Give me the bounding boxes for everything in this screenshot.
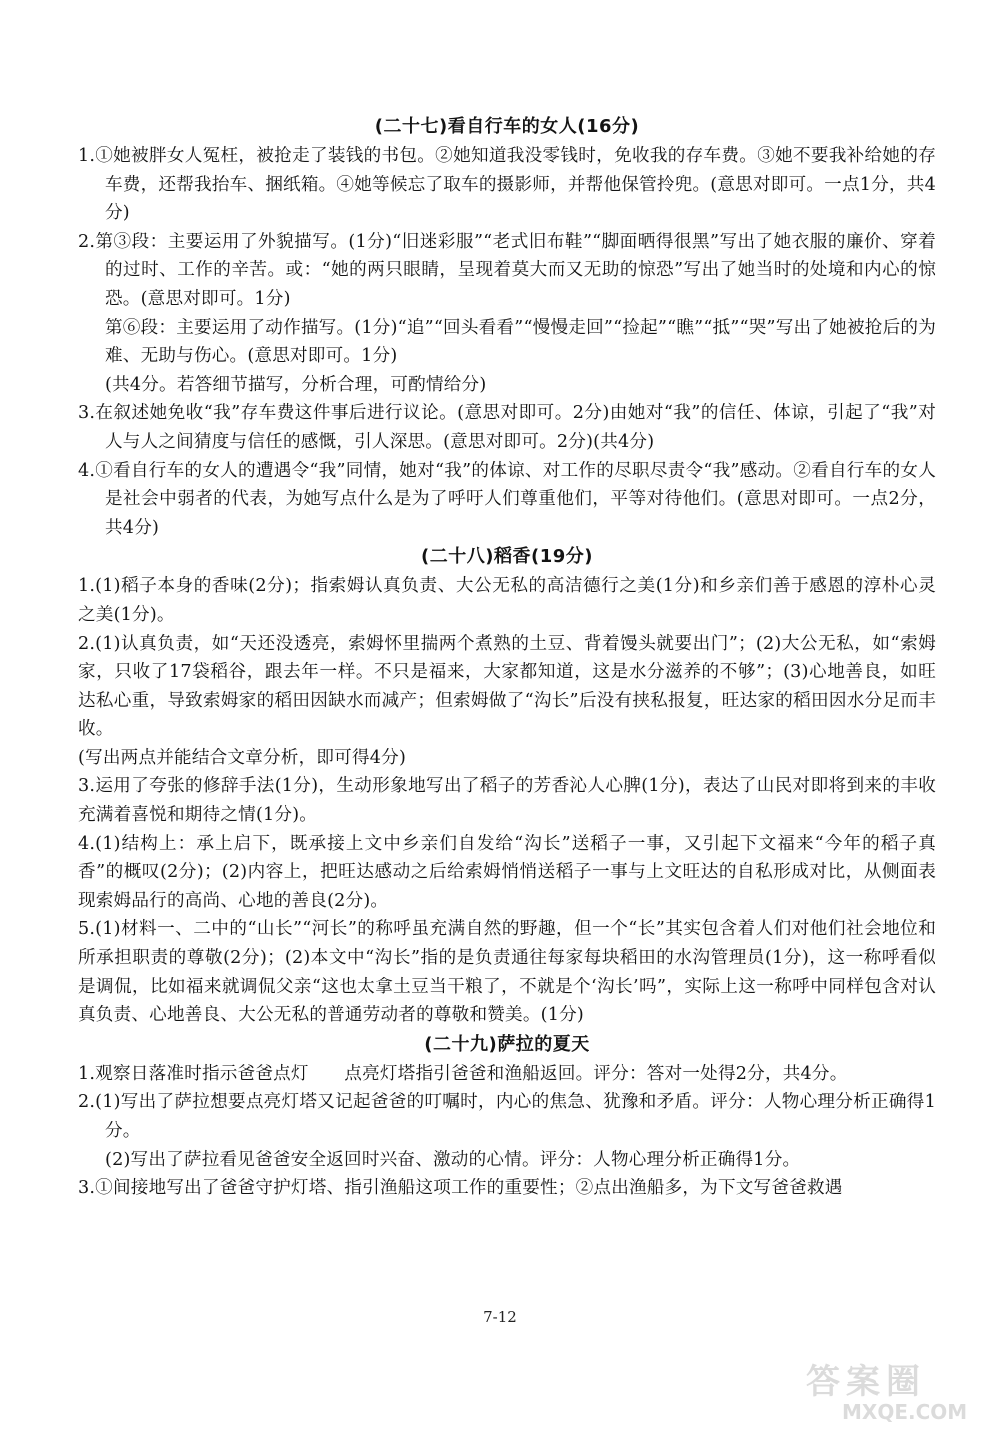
answer-paragraph: 3.①间接地写出了爸爸守护灯塔、指引渔船这项工作的重要性；②点出渔船多，为下文写爸爸救遇 bbox=[78, 1178, 843, 1199]
watermark-url: MXQE.COM bbox=[842, 1400, 968, 1424]
answer-paragraph: 4.①看自行车的女人的遭遇令“我”同情，她对“我”的体谅、对工作的尽职尽责令“我”感动。②看自行车的女人是社会中弱者的代表，为她写点什么是为了呼吁人们尊重他们，平等对待他们。(意思对即可。一点2分，共4分) bbox=[78, 460, 936, 538]
section-title: (二十七)看自行车的女人(16分) bbox=[374, 116, 640, 137]
section-29 bbox=[78, 1030, 936, 1203]
watermark-logo bbox=[786, 1350, 986, 1430]
section-title: (二十八)稻香(19分) bbox=[421, 546, 593, 568]
answer-paragraph: 3.在叙述她免收“我”存车费这件事后进行议论。(意思对即可。2分)由她对“我”的信任、体谅，引起了“我”对人与人之间猜度与信任的感慨，引人深思。(意思对即可。2分)(共4分) bbox=[78, 403, 936, 452]
answer-paragraph: (2)写出了萨拉看见爸爸安全返回时兴奋、激动的心情。评分：人物心理分析正确得1分。 bbox=[105, 1149, 801, 1170]
answer-paragraph: 2.第③段：主要运用了外貌描写。(1分)“旧迷彩服”“老式旧布鞋”“脚面晒得很黑”写出了她衣服的廉价、穿着的过时、工作的辛苦。或：“她的两只眼睛，呈现着莫大而又无助的惊恐”写出了她当时的处境和内心的惊恐。(意思对即可。1分) bbox=[78, 231, 936, 309]
answer-paragraph: 1.(1)稻子本身的香味(2分)；指索姆认真负责、大公无私的高洁德行之美(1分)和乡亲们善于感恩的淳朴心灵之美(1分)。 bbox=[78, 576, 936, 625]
answer-paragraph: 2.(1)写出了萨拉想要点亮灯塔又记起爸爸的叮嘱时，内心的焦急、犹豫和矛盾。评分：人物心理分析正确得1分。 bbox=[78, 1092, 936, 1141]
answer-paragraph: 2.(1)认真负责，如“天还没透亮，索姆怀里揣两个煮熟的土豆、背着馒头就要出门”；(2)大公无私，如“索姆家，只收了17袋稻谷，跟去年一样。不只是福来，大家都知道，这是水分滋养的不够”；(3)心地善良，如旺达私心重，导致索姆家的稻田因缺水而减产；但索姆做了“沟长”后没有挟私报复，旺达家的稻田因水分足而丰收。 bbox=[78, 633, 936, 740]
section-28 bbox=[78, 542, 936, 1030]
answer-paragraph: 1.①她被胖女人冤枉，被抢走了装钱的书包。②她知道我没零钱时，免收我的存车费。③她不要我补给她的存车费，还帮我抬车、捆纸箱。④她等候忘了取车的摄影师，并帮他保管拎兜。(意思对即可。一点1分，共4分) bbox=[78, 146, 936, 224]
page-number: 7-12 bbox=[483, 1308, 517, 1326]
answer-paragraph: 第⑥段：主要运用了动作描写。(1分)“追”“回头看看”“慢慢走回”“捡起”“瞧”“抵”“哭”写出了她被抢后的为难、无助与伤心。(意思对即可。1分) bbox=[105, 317, 936, 367]
answer-paragraph: (共4分。若答细节描写，分析合理，可酌情给分) bbox=[105, 374, 487, 395]
answer-paragraph: 4.(1)结构上：承上启下，既承接上文中乡亲们自发给“沟长”送稻子一事，又引起下文福来“今年的稻子真香”的概叹(2分)；(2)内容上，把旺达感动之后给索姆悄悄送稻子一事与上文旺达的自私形成对比，从侧面表现索姆品行的高尚、心地的善良(2分)。 bbox=[78, 833, 936, 911]
section-title: (二十九)萨拉的夏天 bbox=[424, 1033, 590, 1055]
answer-paragraph: 1.观察日落准时指示爸爸点灯 点亮灯塔指引爸爸和渔船返回。评分：答对一处得2分，共4分。 bbox=[78, 1063, 848, 1084]
answer-paragraph: 3.运用了夸张的修辞手法(1分)，生动形象地写出了稻子的芳香沁人心脾(1分)，表达了山民对即将到来的丰收充满着喜悦和期待之情(1分)。 bbox=[78, 776, 936, 826]
answer-page bbox=[78, 112, 936, 1203]
answer-paragraph: 5.(1)材料一、二中的“山长”“河长”的称呼虽充满自然的野趣，但一个“长”其实包含着人们对他们社会地位和所承担职责的尊敬(2分)；(2)本文中“沟长”指的是负责通往每家每块稻田的水沟管理员(1分)，这一称呼看似是调侃，比如福来就调侃父亲“这也太拿土豆当干粮了，不就是个‘沟长’吗”，实际上这一称呼中同样包含对认真负责、心地善良、大公无私的普通劳动者的尊敬和赞美。(1分) bbox=[78, 919, 936, 1026]
answer-paragraph: (写出两点并能结合文章分析，即可得4分) bbox=[78, 747, 407, 768]
section-27 bbox=[78, 112, 936, 542]
watermark-logo-text: 答案圈 bbox=[806, 1362, 926, 1402]
